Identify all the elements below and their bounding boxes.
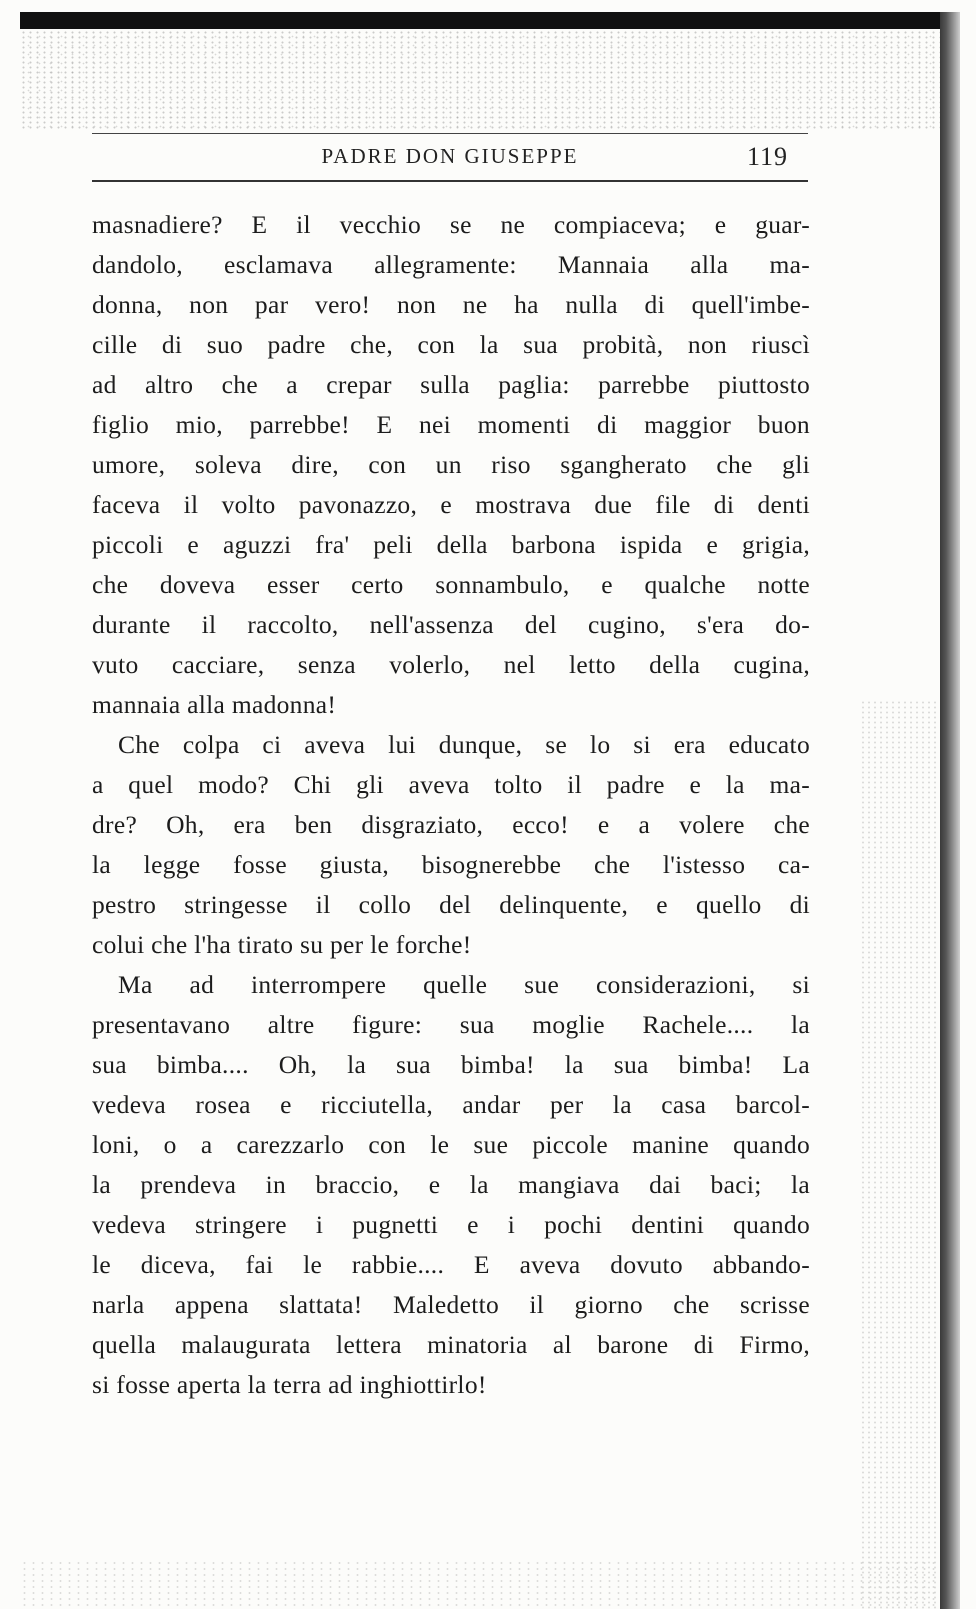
text-line: umore, soleva dire, con un riso sgangherato che gli [92, 450, 810, 479]
text-line: Che colpa ci aveva lui dunque, se lo si era educato [118, 730, 810, 759]
text-line: dandolo, esclamava allegramente: Mannaia alla ma- [92, 250, 810, 279]
text-line: dre? Oh, era ben disgraziato, ecco! e a volere che [92, 810, 810, 839]
text-line: cille di suo padre che, con la sua probità, non riuscì [92, 330, 810, 359]
text-line: la prendeva in braccio, e la mangiava dai baci; la [92, 1170, 810, 1199]
body-text [92, 205, 810, 1405]
header-rule-top [92, 133, 808, 134]
paragraph-2 [92, 725, 810, 965]
scan-noise-right [860, 700, 940, 1609]
text-line: ad altro che a crepar sulla paglia: parrebbe piuttosto [92, 370, 810, 399]
running-title: PADRE DON GIUSEPPE [321, 144, 579, 168]
text-line: narla appena slattata! Maledetto il giorno che scrisse [92, 1290, 810, 1319]
text-line: masnadiere? E il vecchio se ne compiaceva; e guar- [92, 210, 810, 239]
page-number: 119 [746, 142, 788, 171]
text-line: presentavano altre figure: sua moglie Rachele.... la [92, 1010, 810, 1039]
scan-border-right [940, 12, 960, 1609]
scan-noise-bottom [20, 1560, 940, 1609]
text-line: vuto cacciare, senza volerlo, nel letto della cugina, [92, 650, 810, 679]
text-line: colui che l'ha tirato su per le forche! [92, 930, 472, 959]
text-line: vedeva rosea e ricciutella, andar per la casa barcol- [92, 1090, 810, 1119]
text-line: figlio mio, parrebbe! E nei momenti di maggior buon [92, 410, 810, 439]
text-line: la legge fosse giusta, bisognerebbe che l'istesso ca- [92, 850, 810, 879]
running-head [92, 140, 808, 174]
text-line: loni, o a carezzarlo con le sue piccole manine quando [92, 1130, 810, 1159]
text-line: si fosse aperta la terra ad inghiottirlo! [92, 1370, 487, 1399]
scan-border-top [20, 12, 960, 29]
text-line: durante il raccolto, nell'assenza del cugino, s'era do- [92, 610, 810, 639]
text-line: pestro stringesse il collo del delinquente, e quello di [92, 890, 810, 919]
text-line: mannaia alla madonna! [92, 690, 337, 719]
header-rule-bottom [92, 180, 808, 182]
text-line: che doveva esser certo sonnambulo, e qualche notte [92, 570, 810, 599]
text-line: sua bimba.... Oh, la sua bimba! la sua bimba! La [92, 1050, 810, 1079]
text-line: donna, non par vero! non ne ha nulla di quell'imbe- [92, 290, 810, 319]
text-line: faceva il volto pavonazzo, e mostrava due file di denti [92, 490, 810, 519]
text-line: le diceva, fai le rabbie.... E aveva dovuto abbando- [92, 1250, 810, 1279]
text-line: Ma ad interrompere quelle sue considerazioni, si [118, 970, 810, 999]
text-line: quella malaugurata lettera minatoria al barone di Firmo, [92, 1330, 810, 1359]
text-line: vedeva stringere i pugnetti e i pochi dentini quando [92, 1210, 810, 1239]
text-line: a quel modo? Chi gli aveva tolto il padre e la ma- [92, 770, 810, 799]
scan-noise-top [20, 30, 940, 130]
paragraph-3 [92, 965, 810, 1405]
paragraph-1 [92, 205, 810, 725]
text-line: piccoli e aguzzi fra' peli della barbona ispida e grigia, [92, 530, 810, 559]
